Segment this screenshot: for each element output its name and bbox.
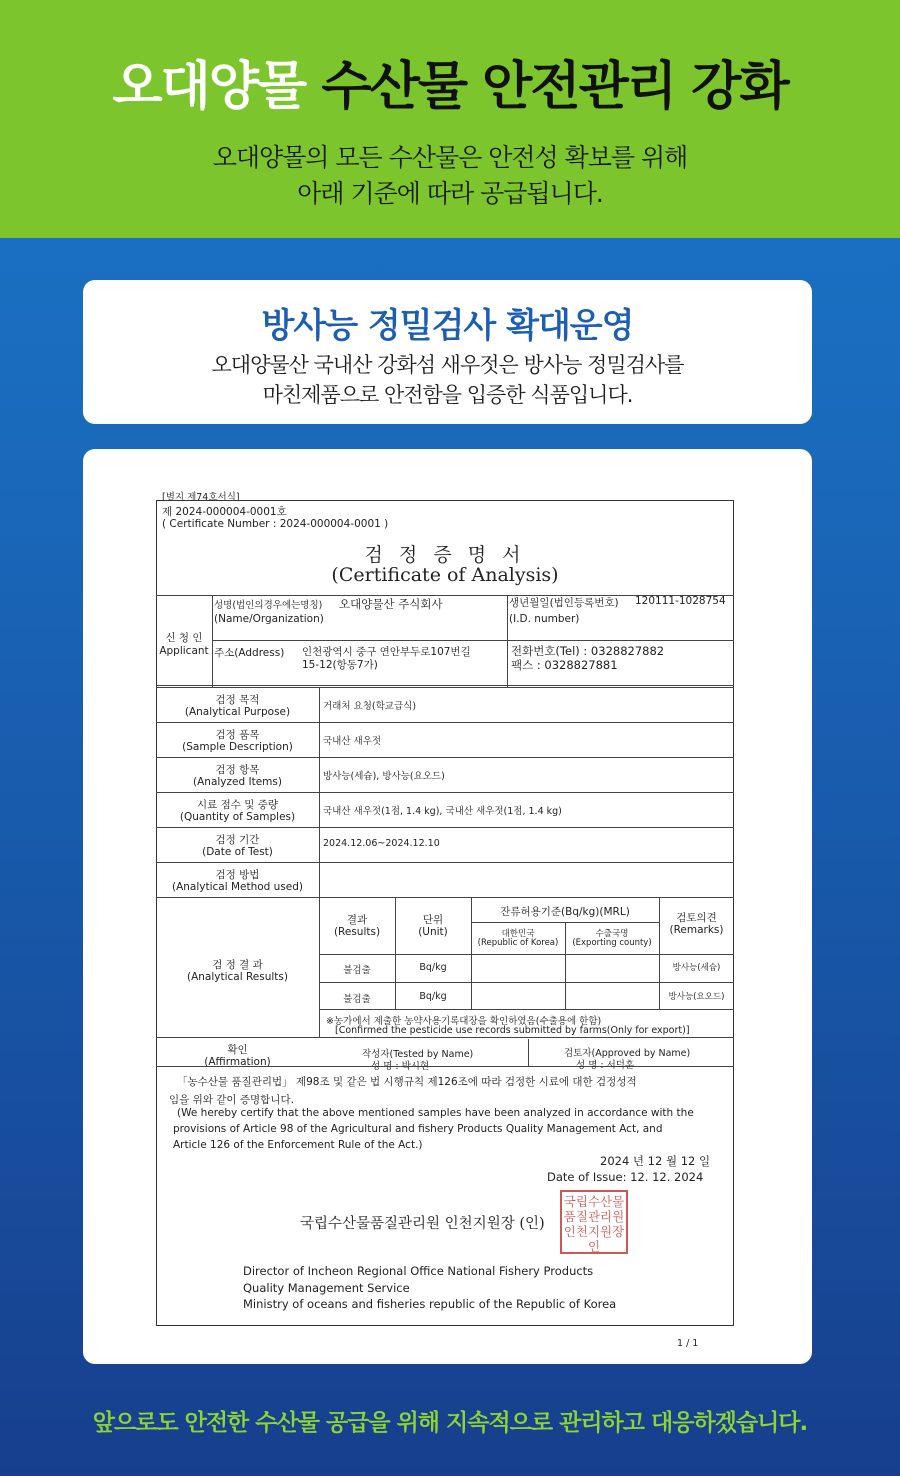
affirm-label-kr: 확인 (227, 1044, 248, 1056)
fax-value: 팩스 : 0328827881 (511, 658, 618, 672)
page-title (0, 52, 900, 122)
items-value: 방사능(세슘), 방사능(요오드) (323, 771, 445, 782)
period-label-kr: 검정 기간 (215, 834, 260, 846)
certificate-document (83, 449, 812, 1364)
applicant-label-en: Applicant (159, 645, 209, 657)
notice-title: 방사능 정밀검사 확대운영 (261, 306, 634, 346)
unit-value: Bq/kg (419, 962, 447, 973)
address-value-1: 인천광역시 중구 연안부두로107번길 (302, 646, 471, 658)
result-value: 불검출 (343, 965, 371, 976)
items-label-en: (Analyzed Items) (193, 776, 282, 788)
header-banner (0, 0, 900, 238)
col-export-en: (Exporting county) (572, 938, 652, 948)
notice-card (83, 280, 812, 424)
method-label-kr: 검정 방법 (215, 869, 260, 881)
col-remarks-en: (Remarks) (669, 924, 724, 936)
cert-number-en: ( Certificate Number : 2024-000004-0001 ) (162, 518, 389, 530)
subtitle-line-2: 아래 기준에 따라 공급됩니다. (297, 179, 603, 208)
remark-value: 방사능(요오드) (668, 992, 725, 1002)
col-export-kr: 수출국명 (595, 929, 629, 939)
id-label: 생년월일(법인등록번호) (509, 597, 619, 609)
cert-text-en-3: Article 126 of the Enforcement Rule of the Act.) (173, 1139, 423, 1151)
col-result-en: (Results) (333, 926, 381, 938)
name-label: 성명(법인의경우에는명칭) (214, 600, 323, 611)
method-label-en: (Analytical Method used) (171, 881, 304, 893)
issuer-name: 국립수산물품질관리원 인천지원장 (인) (300, 1216, 545, 1232)
results-label-kr: 검 정 결 과 (212, 959, 263, 971)
sample-label-en: (Sample Description) (182, 741, 293, 753)
cert-text-en-1: (We hereby certify that the above mentioned samples have been analyzed in accordance with the (177, 1107, 694, 1119)
approver-label: 검토자(Approved by Name) (564, 1048, 691, 1059)
id-label-en: (I.D. number) (509, 613, 580, 625)
unit-value: Bq/kg (419, 991, 447, 1002)
address-value-2: 15-12(항동7가) (302, 659, 378, 671)
affirm-label-en: (Affirmation) (204, 1056, 271, 1068)
purpose-label-en: (Analytical Purpose) (184, 706, 291, 718)
cert-number-kr: 제 2024-000004-0001호 (162, 506, 287, 518)
certificate-card (83, 449, 812, 1364)
director-line-2: Quality Management Service (243, 1281, 410, 1295)
results-label-en: (Analytical Results) (186, 971, 288, 983)
qty-label-kr: 시료 점수 및 중량 (196, 799, 278, 811)
col-unit-en: (Unit) (418, 926, 448, 938)
col-remarks-kr: 검토의견 (676, 912, 717, 924)
cert-title-en: (Certificate of Analysis) (331, 564, 559, 586)
cert-title-kr: 검 정 증 명 서 (364, 544, 526, 566)
col-korea-kr: 대한민국 (501, 929, 535, 939)
sample-label-kr: 검정 품목 (215, 729, 260, 741)
tester-label: 작성자(Tested by Name) (362, 1049, 474, 1060)
period-label-en: (Date of Test) (202, 846, 273, 858)
note-kr: ※농가에서 제출한 농약사용기록대장을 확인하였음(수출용에 한함) (326, 1016, 602, 1027)
qty-value: 국내산 새우젓(1점, 1.4 kg), 국내산 새우젓(1점, 1.4 kg) (323, 806, 562, 817)
name-label-en: (Name/Organization) (214, 613, 324, 625)
sample-value: 국내산 새우젓 (323, 736, 382, 747)
issue-date-kr: 2024 년 12 월 12 일 (600, 1154, 711, 1168)
qty-label-en: (Quantity of Samples) (179, 811, 296, 823)
notice-line-2: 마친제품으로 안전함을 입증한 식품입니다. (262, 383, 633, 407)
header-subtitle (0, 140, 900, 212)
notice-description (83, 350, 812, 410)
title-rest: 수산물 안전관리 강화 (321, 57, 788, 117)
name-value: 오대양물산 주식회사 (339, 597, 443, 611)
page-number: 1 / 1 (677, 1338, 699, 1349)
col-mrl: 잔류허용기준(Bq/kg)(MRL) (500, 906, 630, 918)
col-unit-kr: 단위 (422, 914, 444, 926)
purpose-value: 거래처 요청(학교급식) (323, 701, 417, 712)
official-seal: 국립수산물 품질관리원 인천지원장인 (560, 1190, 628, 1254)
cert-text-kr-2: 임을 위와 같이 증명합니다. (169, 1094, 294, 1106)
applicant-label-kr: 신 청 인 (165, 632, 203, 644)
purpose-label-kr: 검정 목적 (215, 694, 260, 706)
form-number: [별지 제74호서식] (162, 492, 240, 503)
tel-value: 전화번호(Tel) : 0328827882 (511, 644, 665, 658)
notice-line-1: 오대양물산 국내산 강화섬 새우젓은 방사능 정밀검사를 (211, 353, 684, 377)
cert-text-kr-1: 「농수산물 품질관리법」 제98조 및 같은 법 시행규칙 제126조에 따라 검정한 시료에 대한 검정성적 (177, 1076, 637, 1088)
col-korea-en: (Republic of Korea) (477, 938, 559, 948)
subtitle-line-1: 오대양몰의 모든 수산물은 안전성 확보를 위해 (212, 143, 688, 172)
col-result-kr: 결과 (346, 914, 368, 926)
cert-text-en-2: provisions of Article 98 of the Agricultural and fishery Products Quality Management Act, and (173, 1123, 663, 1135)
director-line-1: Director of Incheon Regional Office National Fishery Products (243, 1264, 594, 1278)
items-label-kr: 검정 항목 (215, 764, 260, 776)
issue-date-en: Date of Issue: 12. 12. 2024 (547, 1170, 704, 1184)
address-label: 주소(Address) (214, 647, 285, 659)
title-highlight: 오대양몰 (112, 57, 306, 117)
period-value: 2024.12.06~2024.12.10 (323, 838, 440, 849)
footer-message: 앞으로도 안전한 수산물 공급을 위해 지속적으로 관리하고 대응하겠습니다. (92, 1410, 808, 1436)
id-value: 120111-1028754 (635, 595, 726, 607)
remark-value: 방사능(세슘) (672, 963, 721, 973)
director-line-3: Ministry of oceans and fisheries republic of the Republic of Korea (243, 1297, 617, 1311)
result-value: 불검출 (343, 994, 371, 1005)
note-en: [Confirmed the pesticide use records submitted by farms(Only for export)] (335, 1025, 690, 1036)
approver-name: 성 명 : 서덕훈 (576, 1060, 635, 1071)
tester-name: 성 명 : 박시현 (371, 1061, 430, 1072)
